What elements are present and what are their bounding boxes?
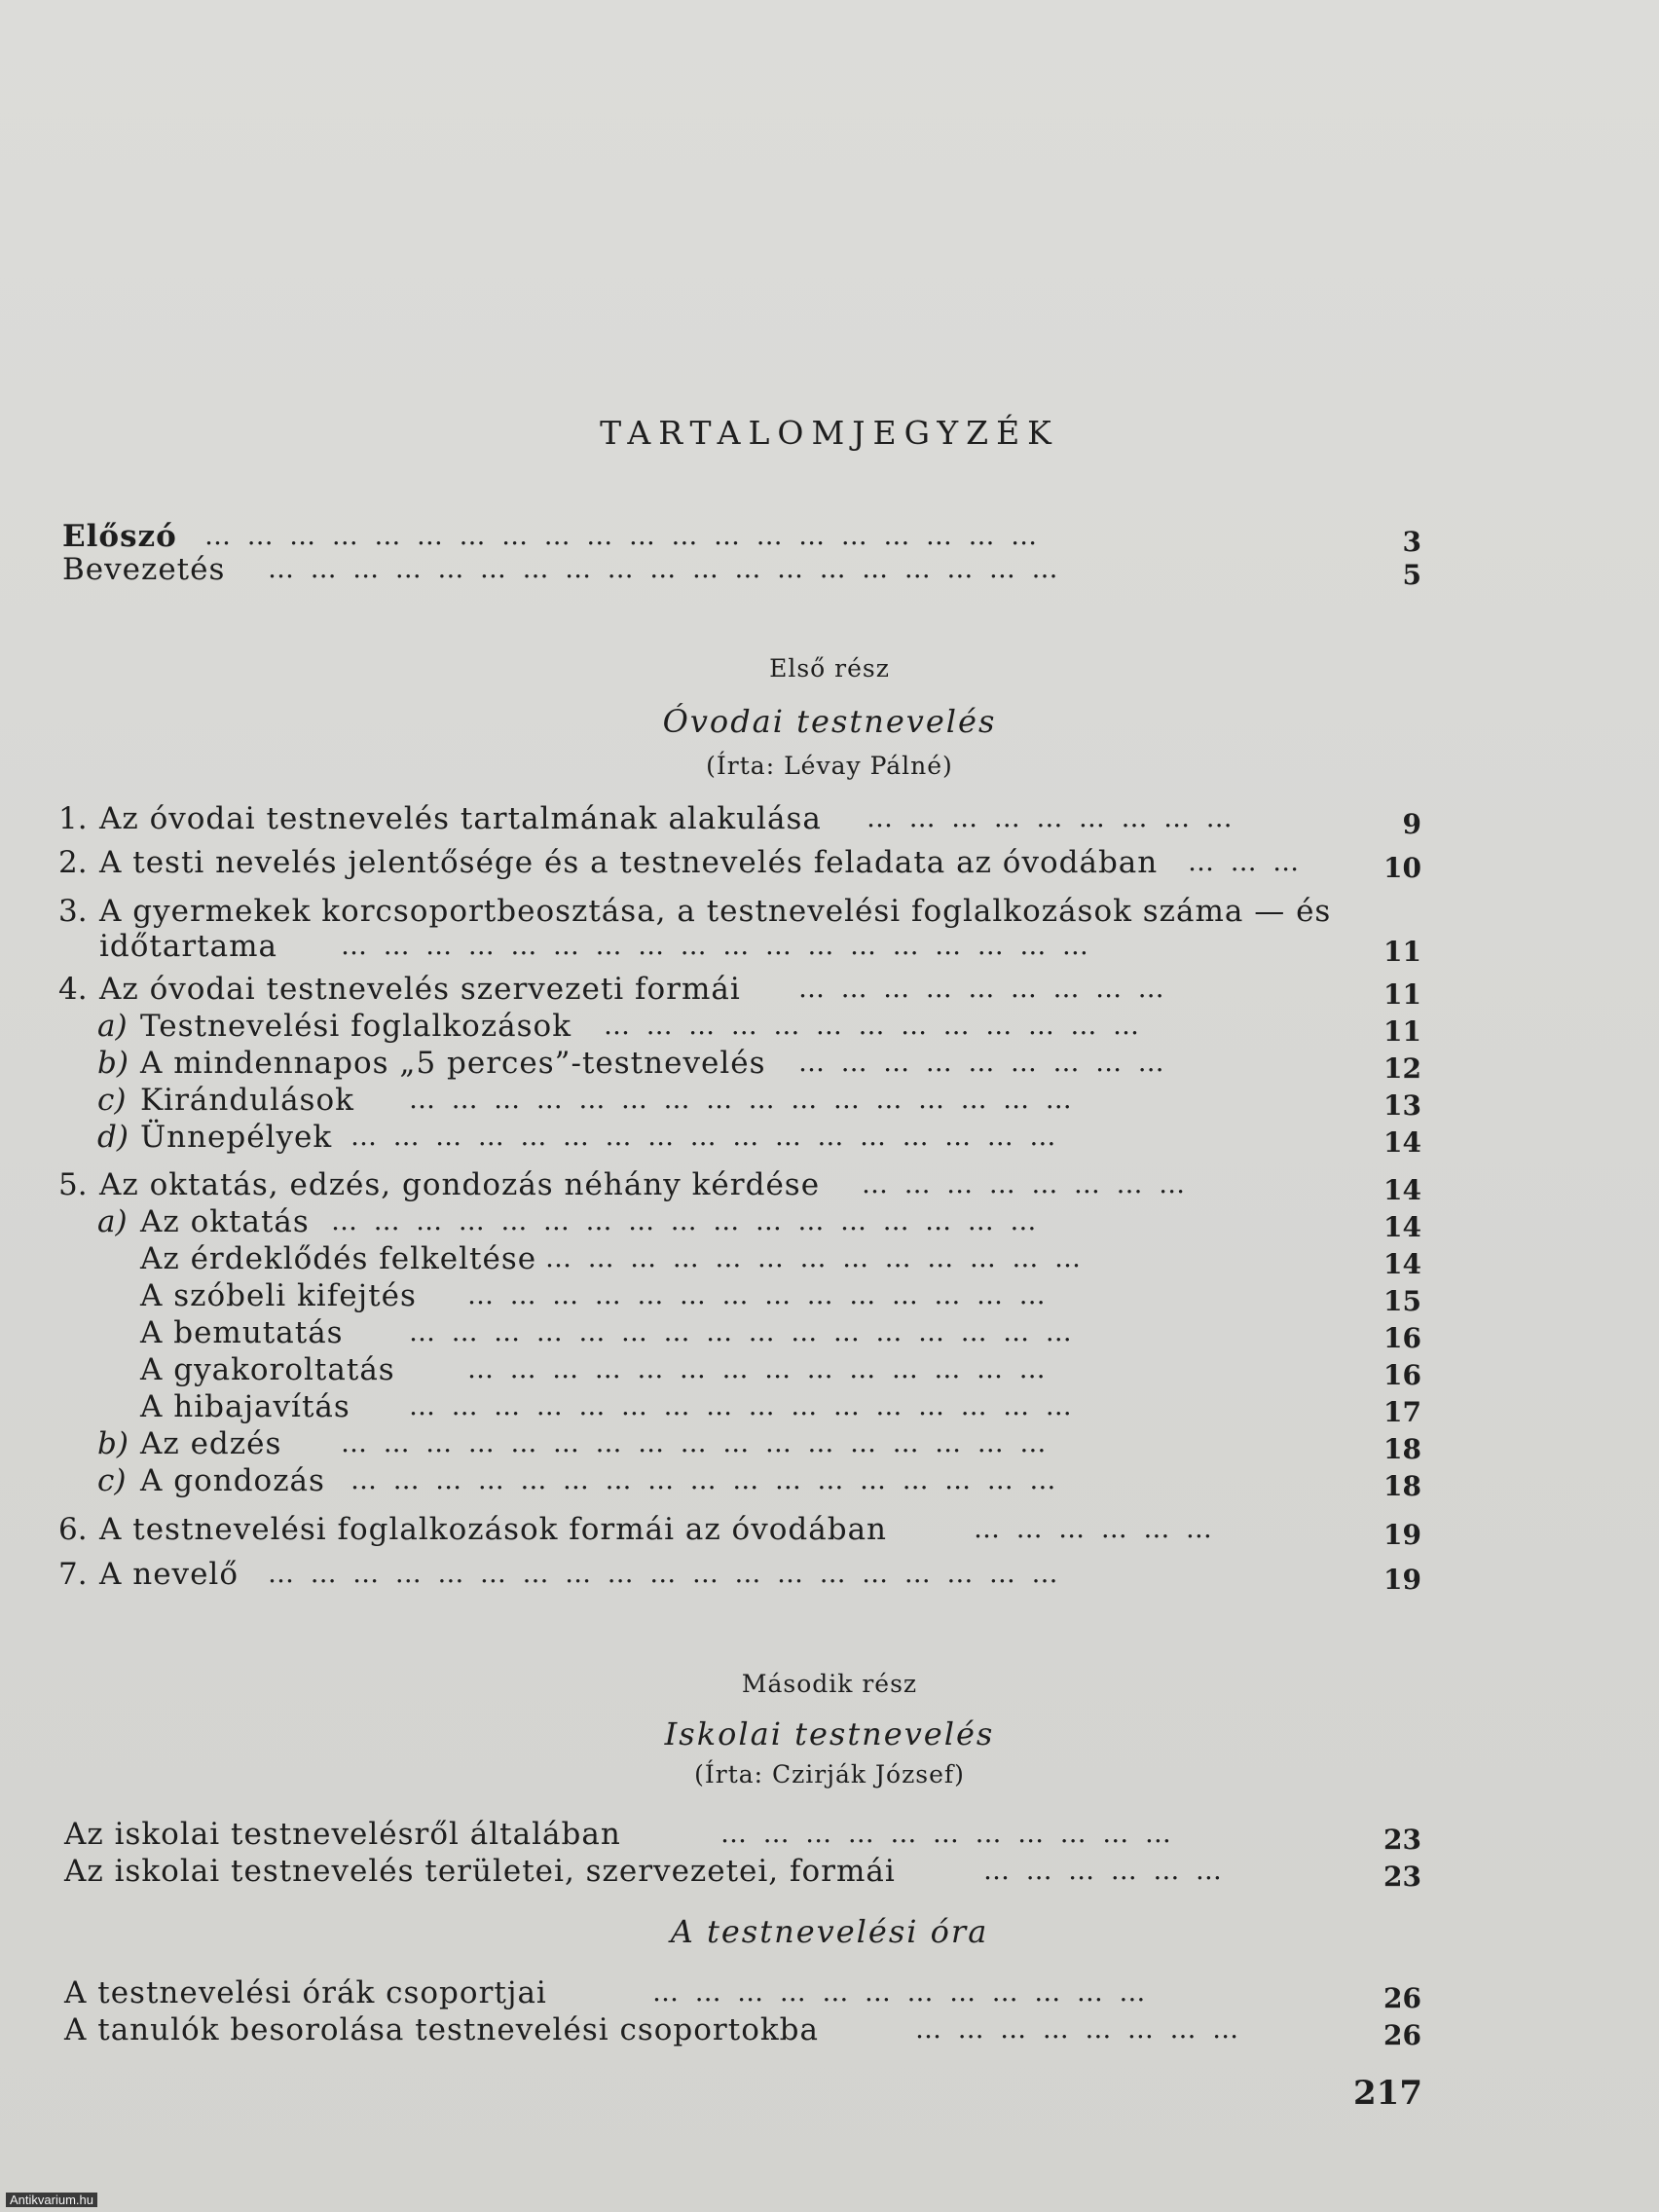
leader-dots: … … … … … … … … … … … … … … … … … … (341, 931, 1092, 961)
toc-entry (58, 518, 1421, 558)
entry-page: 23 (1383, 1824, 1421, 1856)
leader-dots: … … … … … … … … … … … … … … … … … … … (268, 1559, 1062, 1589)
entry-page: 19 (1383, 1564, 1421, 1596)
part-label: Első rész (769, 654, 890, 682)
entry-number: 4. (58, 972, 88, 1007)
leader-dots: … … … … … … … … … (798, 974, 1168, 1004)
entry-number: 1. (58, 801, 88, 836)
leader-dots: … … … … … … … … … … … … … (545, 1243, 1085, 1273)
leader-dots: … … … … … … … … … … … … … … … … … (350, 1465, 1060, 1495)
leader-dots: … … … … … … … … (862, 1169, 1190, 1199)
part-author: (Írta: Czirják József) (694, 1760, 965, 1788)
entry-label: A gyakoroltatás (140, 1352, 395, 1387)
entry-page: 5 (1402, 559, 1421, 591)
entry-label: A gyermekek korcsoportbeosztása, a testnevelési foglalkozások száma — és (99, 894, 1332, 929)
entry-page: 13 (1383, 1089, 1421, 1122)
entry-page: 15 (1383, 1285, 1421, 1317)
entry-number: a) (97, 1204, 128, 1239)
toc-entry (58, 800, 1421, 840)
leader-dots: … … … … … … … … … (798, 1048, 1168, 1078)
toc-entry (58, 1119, 1421, 1159)
entry-page: 3 (1402, 526, 1421, 558)
entry-page: 18 (1383, 1470, 1421, 1502)
entry-number: d) (97, 1120, 129, 1155)
leader-dots: … … … … … … … … … … … … … (604, 1011, 1143, 1041)
entry-page: 16 (1383, 1359, 1421, 1391)
leader-dots: … … … … … … … … … … … … … … … … (409, 1085, 1076, 1115)
toc-entry (58, 1511, 1421, 1551)
toc-entry (58, 1974, 1421, 2014)
entry-number: c) (97, 1083, 127, 1118)
toc-entry (58, 1351, 1421, 1391)
entry-page: 11 (1383, 978, 1421, 1011)
toc-entry (58, 1277, 1421, 1317)
entry-page: 16 (1383, 1322, 1421, 1354)
entry-number: a) (97, 1009, 128, 1044)
entry-number: 5. (58, 1167, 88, 1202)
leader-dots: … … … (1188, 847, 1304, 877)
toc-entry (58, 1008, 1421, 1048)
entry-label: A tanulók besorolása testnevelési csoportokba (64, 2012, 819, 2047)
entry-label: Az érdeklődés felkeltése (140, 1241, 537, 1276)
toc-entry (58, 1556, 1421, 1596)
entry-label: A testi nevelés jelentősége és a testnevelés feladata az óvodában (99, 845, 1159, 880)
toc-entry (58, 893, 1421, 930)
entry-page: 14 (1383, 1211, 1421, 1243)
toc-title: TARTALOMJEGYZÉK (600, 414, 1059, 452)
entry-page: 12 (1383, 1052, 1421, 1085)
leader-dots: … … … … … … … … … … … … … … … … … … … (268, 554, 1062, 584)
entry-label: A szóbeli kifejtés (140, 1278, 417, 1313)
entry-label: A nevelő (99, 1557, 239, 1592)
toc-entry (58, 1388, 1421, 1428)
entry-number: 2. (58, 845, 88, 880)
toc-entry (58, 2011, 1421, 2051)
toc-entry (58, 551, 1421, 591)
entry-page: 26 (1383, 2019, 1421, 2051)
entry-page: 26 (1383, 1982, 1421, 2014)
leader-dots: … … … … … … … … … … … … … … … … … (350, 1122, 1060, 1152)
section-title: A testnevelési óra (670, 1913, 989, 1950)
entry-label: Ünnepélyek (140, 1120, 333, 1155)
leader-dots: … … … … … … … … (915, 2014, 1243, 2045)
entry-page: 19 (1383, 1519, 1421, 1551)
entry-page: 18 (1383, 1433, 1421, 1465)
leader-dots: … … … … … … … … … … … (720, 1819, 1175, 1849)
entry-page: 23 (1383, 1861, 1421, 1893)
leader-dots: … … … … … … … … … … … … … … … … (409, 1391, 1076, 1421)
watermark: Antikvarium.hu (6, 2193, 97, 2207)
leader-dots: … … … … … … … … … … … … (652, 1977, 1150, 2008)
entry-number: b) (97, 1426, 129, 1461)
toc-entry (58, 1816, 1421, 1856)
leader-dots: … … … … … … … … … … … … … … … … (409, 1317, 1076, 1347)
entry-label: Az óvodai testnevelés tartalmának alakulása (99, 801, 822, 836)
toc-entry (58, 928, 1421, 968)
part-title: Iskolai testnevelés (664, 1715, 995, 1752)
leader-dots: … … … … … … … … … … … … … … … … … (331, 1206, 1041, 1236)
toc-entry (58, 1045, 1421, 1085)
entry-label: Testnevelési foglalkozások (140, 1009, 572, 1044)
entry-label: Az iskolai testnevelésről általában (64, 1817, 621, 1852)
leader-dots: … … … … … … … … … … … … … … … … … (341, 1428, 1051, 1458)
entry-page: 17 (1383, 1396, 1421, 1428)
toc-entry (58, 1462, 1421, 1502)
entry-number: b) (97, 1046, 129, 1081)
entry-label: Az iskolai testnevelés területei, szervezetei, formái (64, 1854, 896, 1889)
entry-label: A mindennapos „5 perces”-testnevelés (140, 1046, 766, 1081)
part-title: Óvodai testnevelés (662, 703, 997, 740)
entry-label: Kirándulások (140, 1083, 354, 1118)
entry-number: c) (97, 1463, 127, 1498)
entry-page: 9 (1402, 808, 1421, 840)
entry-number: 6. (58, 1512, 88, 1547)
toc-entry (58, 1240, 1421, 1280)
leader-dots: … … … … … … (974, 1514, 1216, 1544)
entry-label: A hibajavítás (140, 1389, 350, 1424)
leader-dots: … … … … … … … … … (866, 803, 1236, 833)
toc-entry (58, 844, 1421, 884)
entry-label: A testnevelési órák csoportjai (64, 1975, 547, 2010)
entry-label: időtartama (99, 929, 277, 964)
toc-entry (58, 1082, 1421, 1122)
entry-page: 11 (1383, 936, 1421, 968)
toc-entry (58, 1166, 1421, 1206)
entry-label: Az oktatás, edzés, gondozás néhány kérdése (99, 1167, 821, 1202)
page-number: 217 (1353, 2074, 1422, 2113)
entry-label: Bevezetés (62, 552, 226, 587)
entry-label: Az óvodai testnevelés szervezeti formái (99, 972, 741, 1007)
leader-dots: … … … … … … … … … … … … … … (467, 1280, 1050, 1310)
entry-label: A gondozás (140, 1463, 325, 1498)
entry-page: 11 (1383, 1015, 1421, 1048)
entry-number: 7. (58, 1557, 88, 1592)
entry-page: 10 (1383, 852, 1421, 884)
entry-number: 3. (58, 894, 88, 929)
part-author: (Írta: Lévay Pálné) (706, 752, 953, 780)
toc-entry (58, 1314, 1421, 1354)
entry-page: 14 (1383, 1248, 1421, 1280)
entry-label: A testnevelési foglalkozások formái az óvodában (99, 1512, 888, 1547)
entry-page: 14 (1383, 1174, 1421, 1206)
entry-label: Az edzés (140, 1426, 282, 1461)
entry-label: Az oktatás (140, 1204, 310, 1239)
part-label: Második rész (741, 1670, 918, 1698)
entry-label: Előszó (62, 519, 177, 554)
leader-dots: … … … … … … … … … … … … … … (467, 1354, 1050, 1384)
toc-entry (58, 1425, 1421, 1465)
leader-dots: … … … … … … … … … … … … … … … … … … … … (204, 521, 1042, 551)
toc-entry (58, 1853, 1421, 1893)
entry-page: 14 (1383, 1126, 1421, 1159)
leader-dots: … … … … … … (983, 1856, 1226, 1886)
toc-entry (58, 1203, 1421, 1243)
entry-label: A bemutatás (140, 1315, 344, 1350)
toc-entry (58, 971, 1421, 1011)
